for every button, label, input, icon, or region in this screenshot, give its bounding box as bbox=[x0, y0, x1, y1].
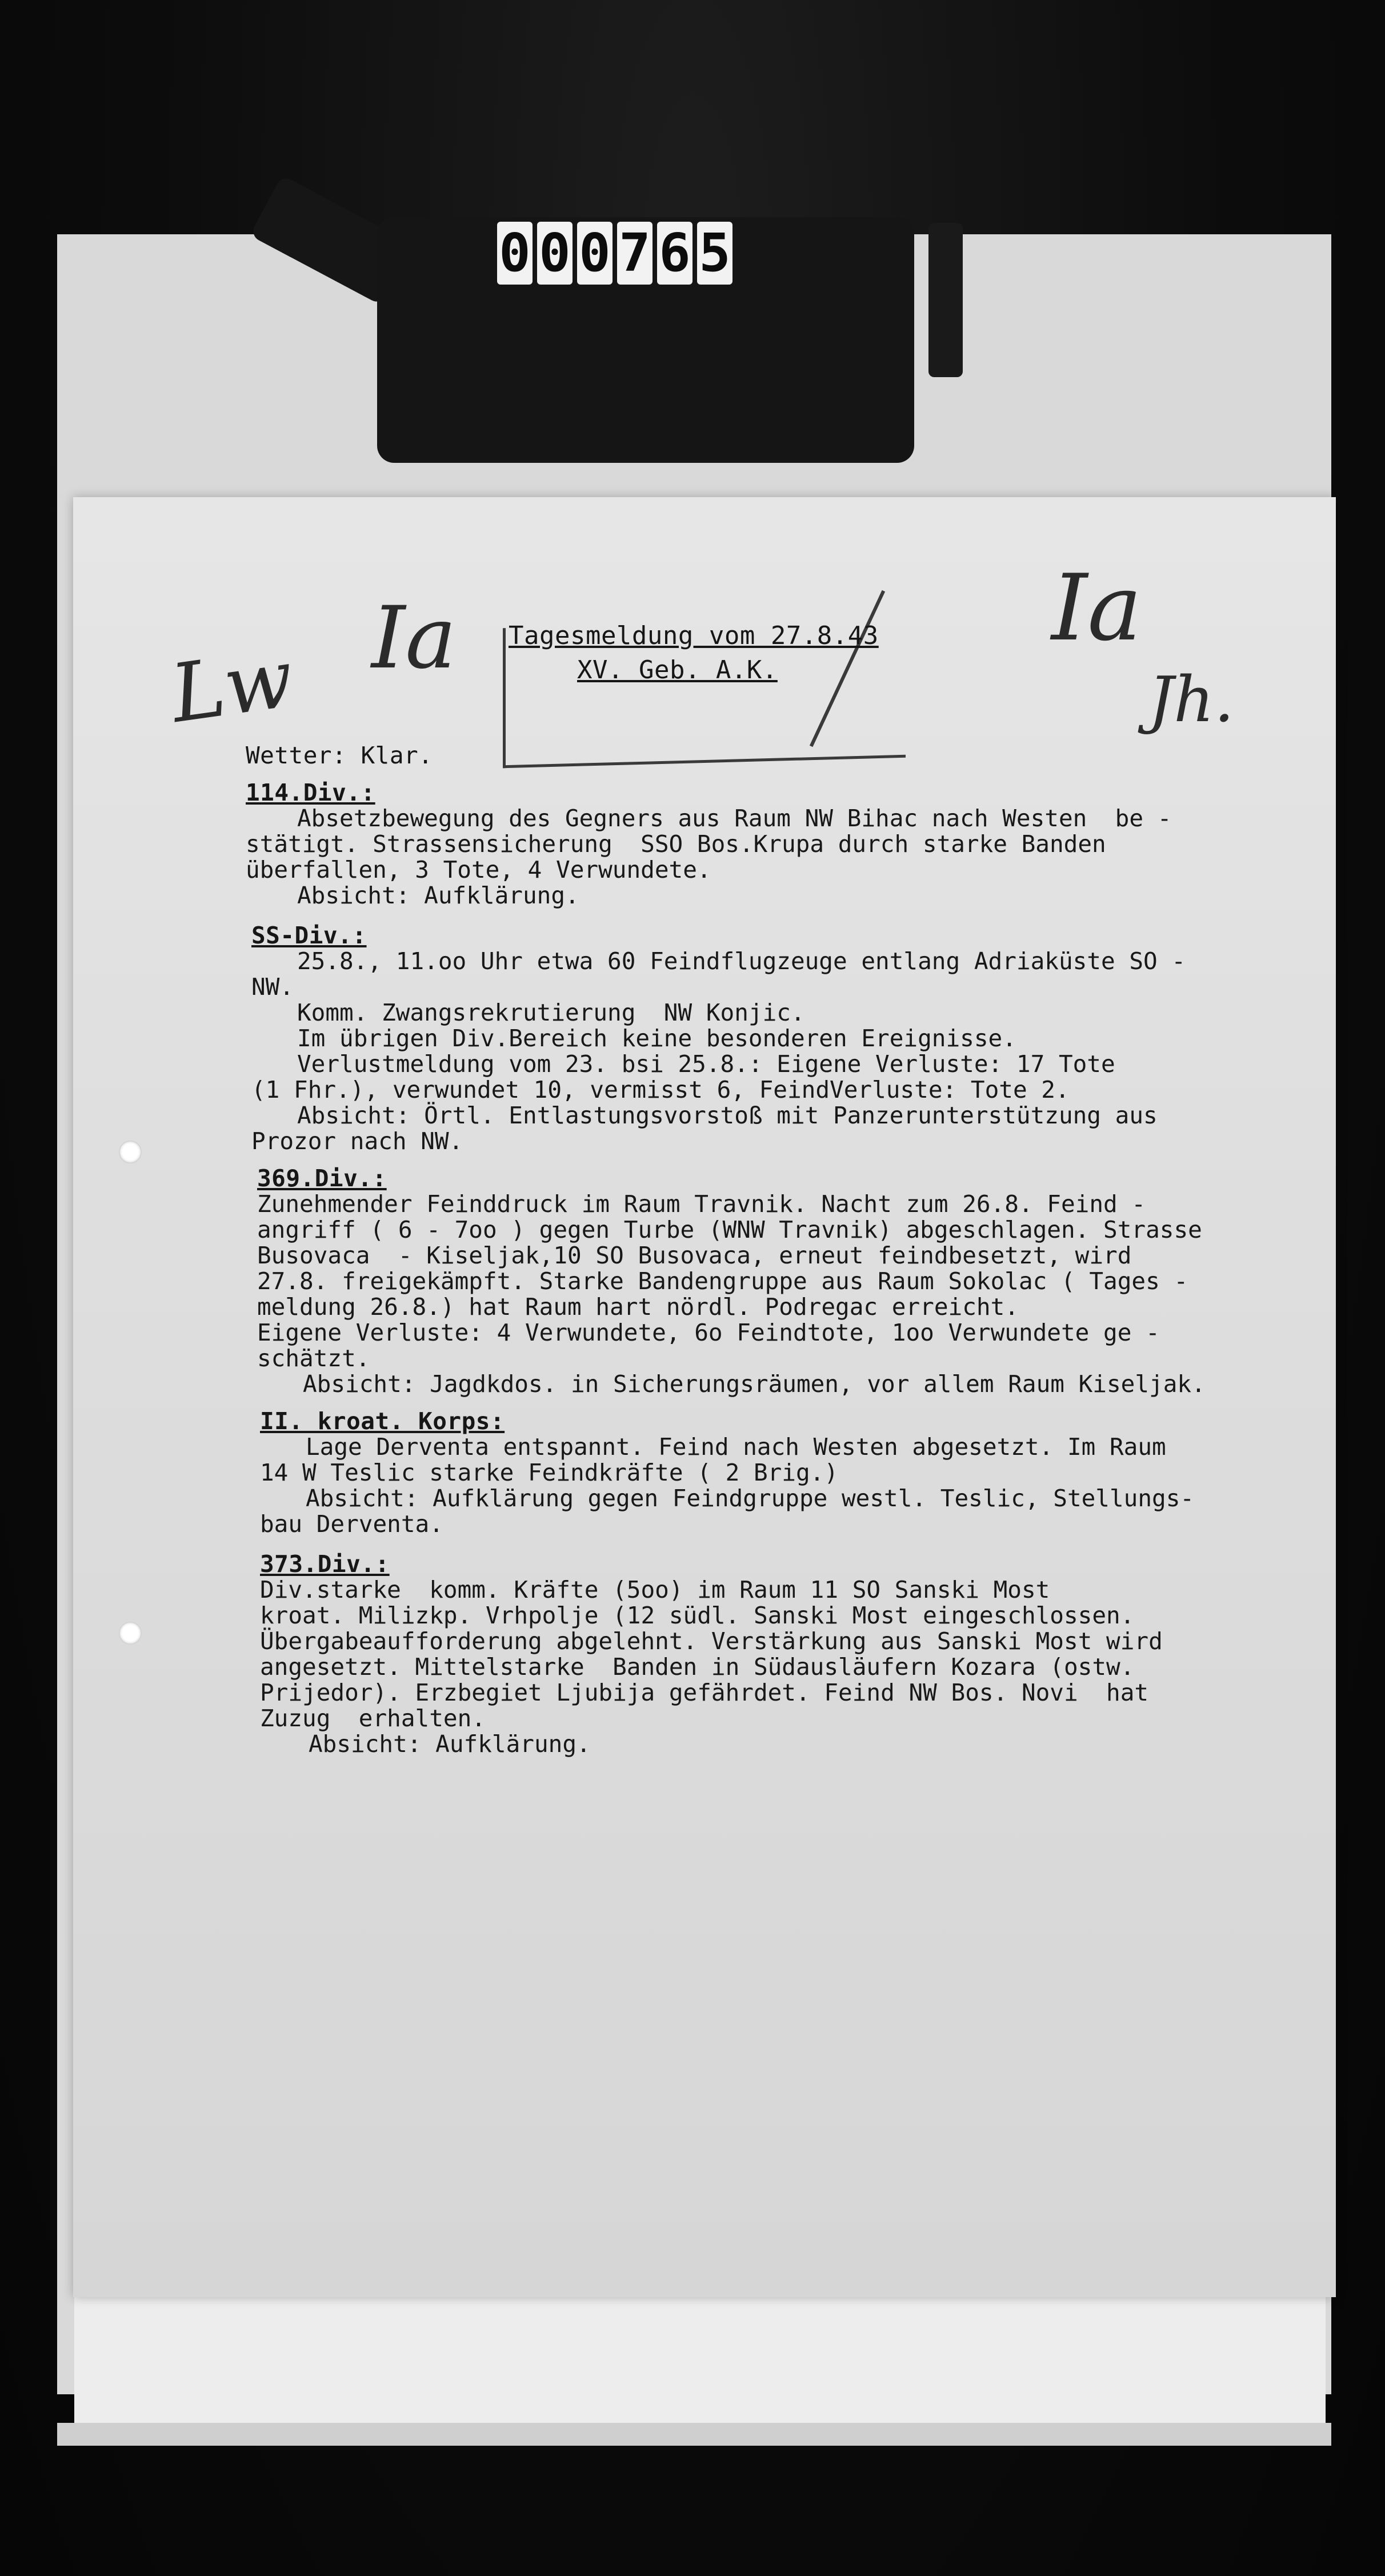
weather-line: Wetter: Klar. bbox=[246, 742, 433, 769]
section-line: Absicht: Jagdkdos. in Sicherungsräumen, vor allem Raum Kiseljak. bbox=[303, 1370, 1206, 1398]
section-heading: II. kroat. Korps: bbox=[260, 1407, 505, 1435]
section-line: Absicht: Örtl. Entlastungsvorstoß mit Panzerunterstützung aus bbox=[297, 1102, 1158, 1129]
section-line: Zuzug erhalten. bbox=[260, 1705, 486, 1732]
document-title: Tagesmeldung vom 27.8.43 bbox=[509, 621, 879, 650]
punch-hole bbox=[119, 1141, 142, 1163]
sheet-shadow bbox=[57, 2423, 1331, 2446]
section-line: kroat. Milizkp. Vrhpolje (12 südl. Sanski Most eingeschlossen. bbox=[260, 1602, 1135, 1629]
section-line: Busovaca - Kiseljak,10 SO Busovaca, erneut feindbesetzt, wird bbox=[257, 1242, 1132, 1269]
counter-digit: 7 bbox=[617, 222, 653, 285]
counter-digit: 0 bbox=[497, 222, 533, 285]
section-heading: 114.Div.: bbox=[246, 779, 375, 806]
section-line: meldung 26.8.) hat Raum hart nördl. Podregac erreicht. bbox=[257, 1293, 1019, 1321]
counter-digit: 6 bbox=[657, 222, 692, 285]
section-line: Übergabeaufforderung abgelehnt. Verstärkung aus Sanski Most wird bbox=[260, 1627, 1163, 1655]
section-line: stätigt. Strassensicherung SSO Bos.Krupa durch starke Banden bbox=[246, 830, 1106, 858]
section-line: angesetzt. Mittelstarke Banden in Südausläufern Kozara (ostw. bbox=[260, 1653, 1135, 1681]
section-line: Komm. Zwangsrekrutierung NW Konjic. bbox=[297, 999, 805, 1026]
section-line: überfallen, 3 Tote, 4 Verwundete. bbox=[246, 856, 711, 883]
section-line: Eigene Verluste: 4 Verwundete, 6o Feindtote, 1oo Verwundete ge - bbox=[257, 1319, 1160, 1346]
section-heading: SS-Div.: bbox=[251, 922, 367, 949]
section-line: bau Derventa. bbox=[260, 1510, 443, 1538]
counter-digit: 0 bbox=[577, 222, 613, 285]
section-line: Zunehmender Feinddruck im Raum Travnik. Nacht zum 26.8. Feind - bbox=[257, 1190, 1146, 1218]
section-line: Div.starke komm. Kräfte (5oo) im Raum 11 SO Sanski Most bbox=[260, 1576, 1050, 1603]
section-line: Absicht: Aufklärung. bbox=[309, 1730, 591, 1758]
section-line: 14 W Teslic starke Feindkräfte ( 2 Brig.) bbox=[260, 1459, 839, 1486]
document-subtitle: XV. Geb. A.K. bbox=[577, 655, 778, 685]
section-line: (1 Fhr.), verwundet 10, vermisst 6, FeindVerluste: Tote 2. bbox=[251, 1076, 1070, 1103]
punch-hole bbox=[119, 1622, 142, 1645]
section-line: Im übrigen Div.Bereich keine besonderen Ereignisse. bbox=[297, 1025, 1016, 1052]
counter-digit: 5 bbox=[697, 222, 732, 285]
section-line: NW. bbox=[251, 973, 294, 1001]
handwritten-ia-left: Ia bbox=[371, 589, 457, 688]
section-line: Absetzbewegung des Gegners aus Raum NW Bihac nach Westen be - bbox=[297, 805, 1172, 832]
section-line: 25.8., 11.oo Uhr etwa 60 Feindflugzeuge entlang Adriaküste SO - bbox=[297, 947, 1186, 975]
section-line: Prozor nach NW. bbox=[251, 1127, 463, 1155]
counter-post bbox=[928, 223, 963, 377]
section-line: Absicht: Aufklärung gegen Feindgruppe westl. Teslic, Stellungs- bbox=[306, 1485, 1195, 1512]
section-line: Absicht: Aufklärung. bbox=[297, 882, 579, 909]
section-line: 27.8. freigekämpft. Starke Bandengruppe aus Raum Sokolac ( Tages - bbox=[257, 1267, 1188, 1295]
counter-digits bbox=[497, 222, 732, 290]
section-heading: 369.Div.: bbox=[257, 1165, 387, 1192]
section-line: Verlustmeldung vom 23. bsi 25.8.: Eigene Verluste: 17 Tote bbox=[297, 1050, 1115, 1078]
backing-sheet-lower bbox=[74, 2297, 1326, 2423]
section-line: schätzt. bbox=[257, 1345, 370, 1372]
section-heading: 373.Div.: bbox=[260, 1550, 390, 1578]
section-line: Prijedor). Erzbegiet Ljubija gefährdet. Feind NW Bos. Novi hat bbox=[260, 1679, 1149, 1706]
handwritten-initials-right: Jh. bbox=[1148, 663, 1234, 736]
handwritten-initials-left: Lw bbox=[165, 631, 299, 742]
handwritten-ia-right: Ia bbox=[1051, 554, 1142, 661]
section-line: angriff ( 6 - 7oo ) gegen Turbe (WNW Travnik) abgeschlagen. Strasse bbox=[257, 1216, 1202, 1243]
section-line: Lage Derventa entspannt. Feind nach Westen abgesetzt. Im Raum bbox=[306, 1433, 1166, 1461]
counter-digit: 0 bbox=[537, 222, 573, 285]
